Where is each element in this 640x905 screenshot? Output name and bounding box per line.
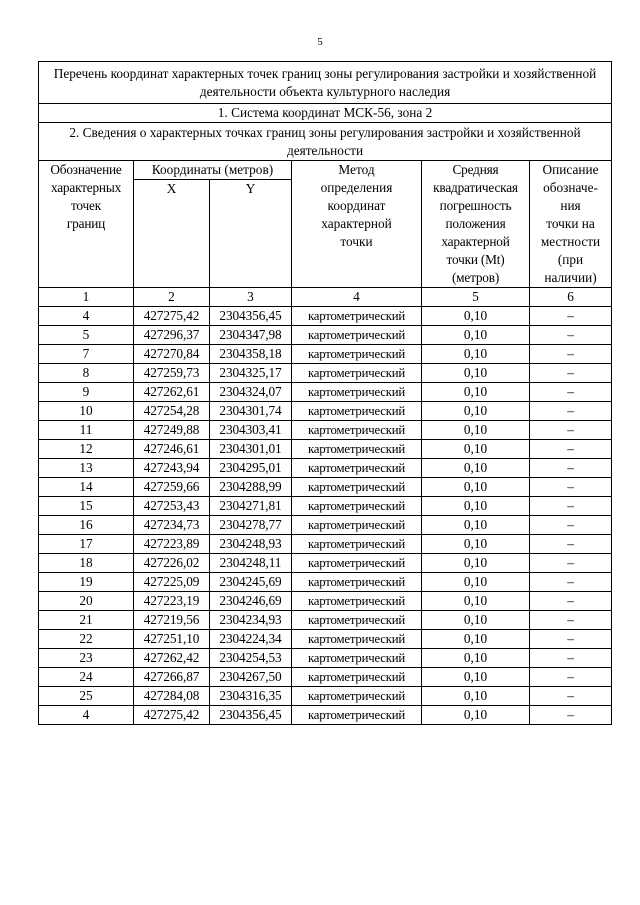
column-number: 4 [292,288,422,307]
cell-point: 8 [39,364,134,383]
cell-y: 2304303,41 [210,421,292,440]
cell-x: 427223,89 [134,535,210,554]
cell-x: 427284,08 [134,687,210,706]
cell-y: 2304224,34 [210,630,292,649]
cell-y: 2304234,93 [210,611,292,630]
cell-point: 12 [39,440,134,459]
cell-method: картометрический [292,554,422,573]
cell-description: – [530,497,612,516]
table-row [39,573,612,592]
cell-mt: 0,10 [422,364,530,383]
header-y: Y [210,180,292,288]
cell-point: 20 [39,592,134,611]
column-number: 5 [422,288,530,307]
cell-point: 23 [39,649,134,668]
cell-x: 427223,19 [134,592,210,611]
cell-point: 10 [39,402,134,421]
cell-method: картометрический [292,478,422,497]
table-row [39,307,612,326]
table-title: Перечень координат характерных точек границ зоны регулирования застройки и хозяйственной деятельности объекта культурного наследия [39,62,612,104]
cell-y: 2304356,45 [210,706,292,725]
cell-method: картометрический [292,706,422,725]
table-row [39,516,612,535]
cell-y: 2304271,81 [210,497,292,516]
cell-method: картометрический [292,592,422,611]
cell-y: 2304278,77 [210,516,292,535]
header-point-designation: Обозначение характерных точек границ [39,161,134,288]
cell-description: – [530,459,612,478]
header-method: Метод определения координат характерной точки [292,161,422,288]
cell-description: – [530,573,612,592]
cell-method: картометрический [292,535,422,554]
cell-y: 2304325,17 [210,364,292,383]
cell-x: 427243,94 [134,459,210,478]
table-row [39,421,612,440]
cell-point: 19 [39,573,134,592]
cell-x: 427266,87 [134,668,210,687]
table-row [39,554,612,573]
page-number: 5 [317,36,323,48]
cell-mt: 0,10 [422,516,530,535]
cell-method: картометрический [292,326,422,345]
cell-point: 11 [39,421,134,440]
cell-point: 24 [39,668,134,687]
cell-point: 4 [39,706,134,725]
cell-description: – [530,687,612,706]
cell-x: 427234,73 [134,516,210,535]
cell-description: – [530,383,612,402]
cell-point: 7 [39,345,134,364]
cell-mt: 0,10 [422,421,530,440]
table-row [39,345,612,364]
cell-y: 2304245,69 [210,573,292,592]
cell-mt: 0,10 [422,440,530,459]
cell-description: – [530,421,612,440]
header-coordinates: Координаты (метров) [134,161,292,180]
cell-y: 2304254,53 [210,649,292,668]
cell-point: 16 [39,516,134,535]
cell-mt: 0,10 [422,573,530,592]
cell-mt: 0,10 [422,668,530,687]
table-row [39,706,612,725]
cell-description: – [530,535,612,554]
cell-mt: 0,10 [422,478,530,497]
cell-y: 2304288,99 [210,478,292,497]
cell-description: – [530,592,612,611]
cell-x: 427254,28 [134,402,210,421]
cell-y: 2304356,45 [210,307,292,326]
cell-x: 427259,66 [134,478,210,497]
cell-mt: 0,10 [422,459,530,478]
cell-method: картометрический [292,440,422,459]
cell-description: – [530,326,612,345]
cell-x: 427226,02 [134,554,210,573]
cell-x: 427275,42 [134,706,210,725]
cell-method: картометрический [292,307,422,326]
cell-method: картометрический [292,421,422,440]
cell-method: картометрический [292,497,422,516]
cell-mt: 0,10 [422,345,530,364]
cell-mt: 0,10 [422,402,530,421]
cell-y: 2304248,93 [210,535,292,554]
table-row [39,497,612,516]
cell-method: картометрический [292,573,422,592]
cell-method: картометрический [292,402,422,421]
cell-mt: 0,10 [422,611,530,630]
cell-x: 427225,09 [134,573,210,592]
cell-description: – [530,402,612,421]
cell-mt: 0,10 [422,326,530,345]
table-row [39,535,612,554]
cell-method: картометрический [292,459,422,478]
cell-description: – [530,554,612,573]
cell-description: – [530,345,612,364]
cell-method: картометрический [292,345,422,364]
cell-point: 22 [39,630,134,649]
cell-point: 21 [39,611,134,630]
column-number: 6 [530,288,612,307]
cell-method: картометрический [292,630,422,649]
table-row [39,402,612,421]
column-number: 1 [39,288,134,307]
cell-mt: 0,10 [422,630,530,649]
cell-description: – [530,668,612,687]
cell-method: картометрический [292,668,422,687]
cell-x: 427249,88 [134,421,210,440]
table-row [39,478,612,497]
cell-point: 5 [39,326,134,345]
cell-description: – [530,630,612,649]
cell-method: картометрический [292,611,422,630]
cell-y: 2304295,01 [210,459,292,478]
table-row [39,611,612,630]
cell-x: 427259,73 [134,364,210,383]
header-x: X [134,180,210,288]
coordinate-system: 1. Система координат МСК-56, зона 2 [39,104,612,123]
cell-description: – [530,649,612,668]
cell-mt: 0,10 [422,592,530,611]
cell-y: 2304347,98 [210,326,292,345]
column-number: 3 [210,288,292,307]
cell-y: 2304358,18 [210,345,292,364]
cell-y: 2304267,50 [210,668,292,687]
cell-mt: 0,10 [422,706,530,725]
cell-description: – [530,307,612,326]
cell-y: 2304248,11 [210,554,292,573]
table-row [39,592,612,611]
cell-x: 427253,43 [134,497,210,516]
cell-mt: 0,10 [422,554,530,573]
cell-method: картометрический [292,687,422,706]
table-row [39,668,612,687]
section-title: 2. Сведения о характерных точках границ зоны регулирования застройки и хозяйственной деятельности [39,123,612,161]
cell-description: – [530,516,612,535]
table-row [39,630,612,649]
cell-description: – [530,706,612,725]
cell-x: 427262,61 [134,383,210,402]
cell-x: 427219,56 [134,611,210,630]
table-row [39,364,612,383]
cell-description: – [530,364,612,383]
cell-mt: 0,10 [422,383,530,402]
cell-x: 427275,42 [134,307,210,326]
cell-mt: 0,10 [422,497,530,516]
cell-point: 18 [39,554,134,573]
table-row [39,459,612,478]
cell-method: картометрический [292,649,422,668]
cell-mt: 0,10 [422,307,530,326]
cell-point: 15 [39,497,134,516]
cell-mt: 0,10 [422,687,530,706]
cell-point: 25 [39,687,134,706]
cell-method: картометрический [292,364,422,383]
cell-point: 4 [39,307,134,326]
cell-y: 2304324,07 [210,383,292,402]
cell-x: 427262,42 [134,649,210,668]
table-row [39,687,612,706]
cell-mt: 0,10 [422,649,530,668]
cell-point: 14 [39,478,134,497]
coordinates-table [38,61,612,725]
cell-point: 13 [39,459,134,478]
table-row [39,326,612,345]
header-error: Средняя квадратическая погрешность положения характерной точки (Mt) (метров) [422,161,530,288]
cell-x: 427251,10 [134,630,210,649]
cell-point: 9 [39,383,134,402]
cell-x: 427246,61 [134,440,210,459]
cell-mt: 0,10 [422,535,530,554]
table-row [39,649,612,668]
cell-y: 2304301,74 [210,402,292,421]
cell-y: 2304301,01 [210,440,292,459]
header-description: Описание обозначе- ния точки на местности (при наличии) [530,161,612,288]
cell-y: 2304246,69 [210,592,292,611]
cell-point: 17 [39,535,134,554]
table-row [39,440,612,459]
column-numbers-row [39,288,612,307]
table-body [39,307,612,725]
column-number: 2 [134,288,210,307]
cell-method: картометрический [292,383,422,402]
table-row [39,383,612,402]
cell-description: – [530,478,612,497]
cell-x: 427296,37 [134,326,210,345]
cell-description: – [530,440,612,459]
cell-x: 427270,84 [134,345,210,364]
cell-y: 2304316,35 [210,687,292,706]
cell-description: – [530,611,612,630]
cell-method: картометрический [292,516,422,535]
